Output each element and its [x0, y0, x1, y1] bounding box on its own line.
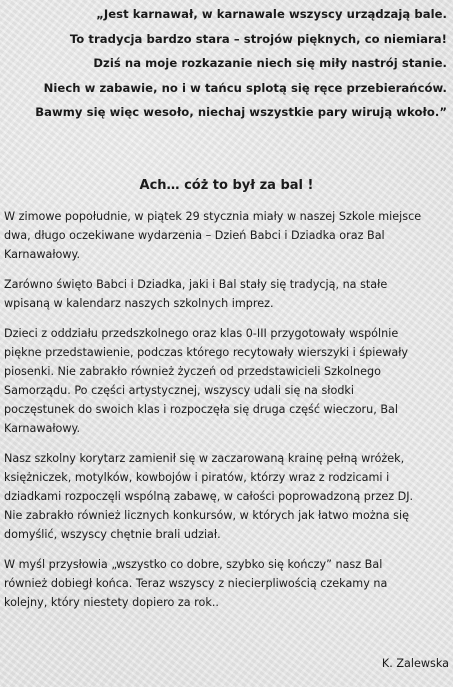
poem-verse — [0, 2, 453, 125]
text-line: poczęstunek do swoich klas i rozpoczęła się druga część wieczoru, Bal — [4, 403, 398, 416]
paragraph-2 — [4, 275, 450, 313]
text-line: W myśl przysłowia „wszystko co dobre, szybko się kończy” nasz Bal — [4, 558, 383, 571]
paragraph-1 — [4, 207, 450, 264]
text-line: Samorządu. Po części artystycznej, wszyscy udali się na słodki — [4, 384, 355, 397]
article-title: Ach… cóż to był za bal ! — [139, 178, 314, 193]
text-line: W zimowe popołudnie, w piątek 29 stycznia miały w naszej Szkole miejsce — [4, 210, 422, 223]
text-line: Karnawałowy. — [4, 422, 81, 435]
text-line: Karnawałowy. — [4, 248, 81, 261]
article-body — [4, 207, 450, 623]
text-line: Nie zabrakło również licznych konkursów, w których jak łatwo można się — [4, 509, 409, 522]
poem-line: Niech w zabawie, no i w tańcu splotą się ręce przebierańców. — [43, 80, 447, 95]
poem-line: Bawmy się więc wesoło, niechaj wszystkie pary wirują wkoło.” — [35, 105, 447, 120]
text-line: dziadkami rozpoczęli wspólną zabawę, w całości poprowadzoną przez DJ. — [4, 490, 414, 503]
text-line: Dzieci z oddziału przedszkolnego oraz klas 0-III przygotowały wspólnie — [4, 327, 399, 340]
text-line: wpisaną w kalendarz naszych szkolnych imprez. — [4, 297, 274, 310]
text-line: kolejny, który niestety dopiero za rok.. — [4, 596, 219, 609]
poem-line: To tradycja bardzo stara – strojów pięknych, co niemiara! — [69, 31, 447, 46]
text-line: również dobiegł końca. Teraz wszyscy z niecierpliwością czekamy na — [4, 577, 388, 590]
paragraph-3 — [4, 324, 450, 438]
text-line: Nasz szkolny korytarz zamienił się w zaczarowaną krainę pełną wróżek, — [4, 452, 405, 465]
text-line: piosenki. Nie zabrakło również życzeń od przedstawicieli Szkolnego — [4, 365, 381, 378]
poem-line: „Jest karnawał, w karnawale wszyscy urządzają bale. — [96, 7, 447, 21]
text-line: piękne przedstawienie, podczas którego recytowały wierszyki i śpiewały — [4, 346, 409, 359]
paragraph-4 — [4, 449, 450, 544]
text-line: Zarówno święto Babci i Dziadka, jaki i Bal stały się tradycją, na stałe — [4, 278, 388, 291]
author-signature: K. Zalewska — [381, 657, 449, 670]
poem-line: Dziś na moje rozkazanie niech się miły nastrój stanie. — [93, 56, 447, 71]
text-line: dwa, długo oczekiwane wydarzenia – Dzień Babci i Dziadka oraz Bal — [4, 229, 385, 242]
text-line: domyślić, wszyscy chętnie brali udział. — [4, 528, 221, 541]
paragraph-5 — [4, 555, 450, 612]
text-line: księżniczek, motylków, kowbojów i piratów, którzy wraz z rodzicami i — [4, 471, 390, 484]
